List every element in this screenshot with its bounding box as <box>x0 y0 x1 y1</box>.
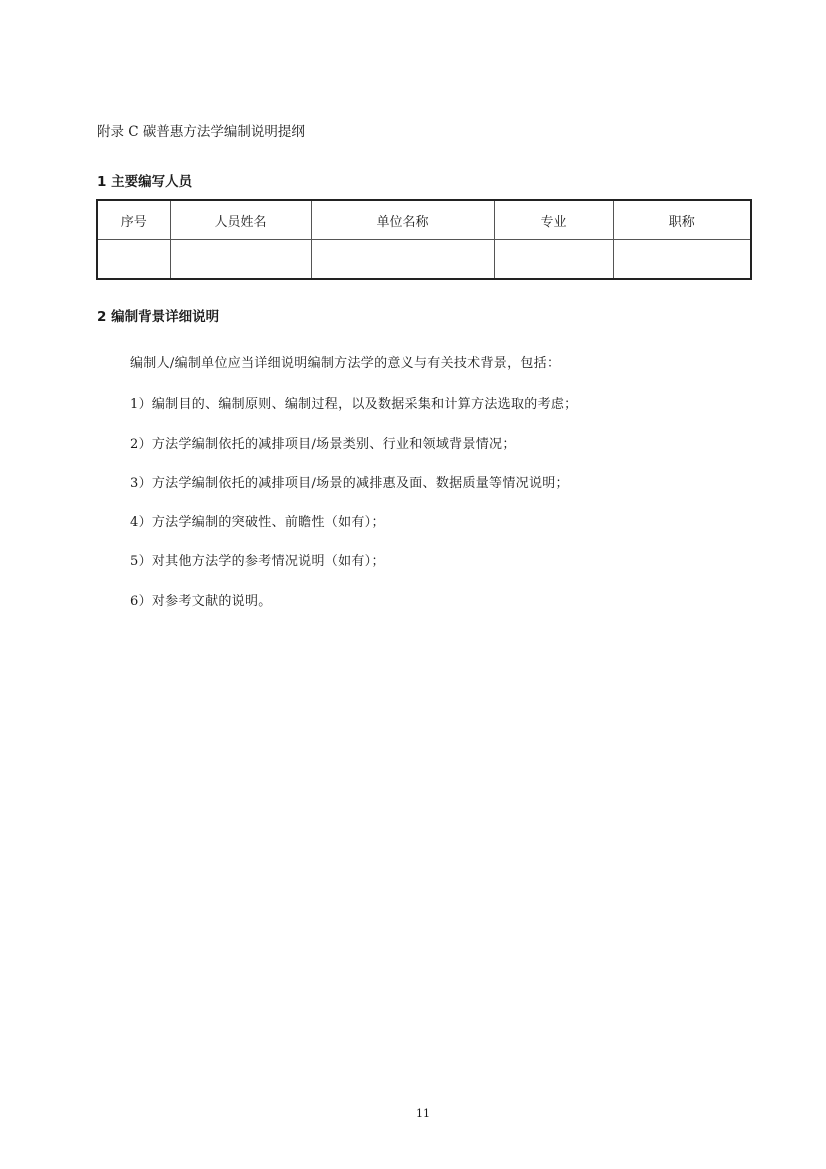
section-heading-staff: 1 主要编写人员 <box>97 174 193 190</box>
table-row <box>97 240 751 280</box>
section-heading-background: 2 编制背景详细说明 <box>97 309 220 325</box>
staff-table <box>96 199 752 280</box>
table-cell <box>311 240 494 280</box>
column-header-name: 人员姓名 <box>170 200 311 240</box>
page-number: 11 <box>416 1107 430 1120</box>
column-header-organization: 单位名称 <box>311 200 494 240</box>
table-header-row <box>97 200 751 240</box>
appendix-title: 附录 C 碳普惠方法学编制说明提纲 <box>97 124 305 140</box>
list-item: 6）对参考文献的说明。 <box>130 594 272 609</box>
list-item: 2）方法学编制依托的减排项目/场景类别、行业和领域背景情况； <box>130 437 516 452</box>
column-header-specialty: 专业 <box>494 200 613 240</box>
list-item: 3）方法学编制依托的减排项目/场景的减排惠及面、数据质量等情况说明； <box>130 476 569 491</box>
intro-paragraph: 编制人/编制单位应当详细说明编制方法学的意义与有关技术背景，包括： <box>130 356 561 371</box>
table-cell <box>494 240 613 280</box>
list-item: 5）对其他方法学的参考情况说明（如有）； <box>130 554 385 569</box>
table-cell <box>613 240 751 280</box>
column-header-serial: 序号 <box>97 200 170 240</box>
column-header-title: 职称 <box>613 200 751 240</box>
list-item: 4）方法学编制的突破性、前瞻性（如有）； <box>130 515 385 530</box>
table-cell <box>170 240 311 280</box>
table-cell <box>97 240 170 280</box>
list-item: 1）编制目的、编制原则、编制过程，以及数据采集和计算方法选取的考虑； <box>130 397 578 412</box>
